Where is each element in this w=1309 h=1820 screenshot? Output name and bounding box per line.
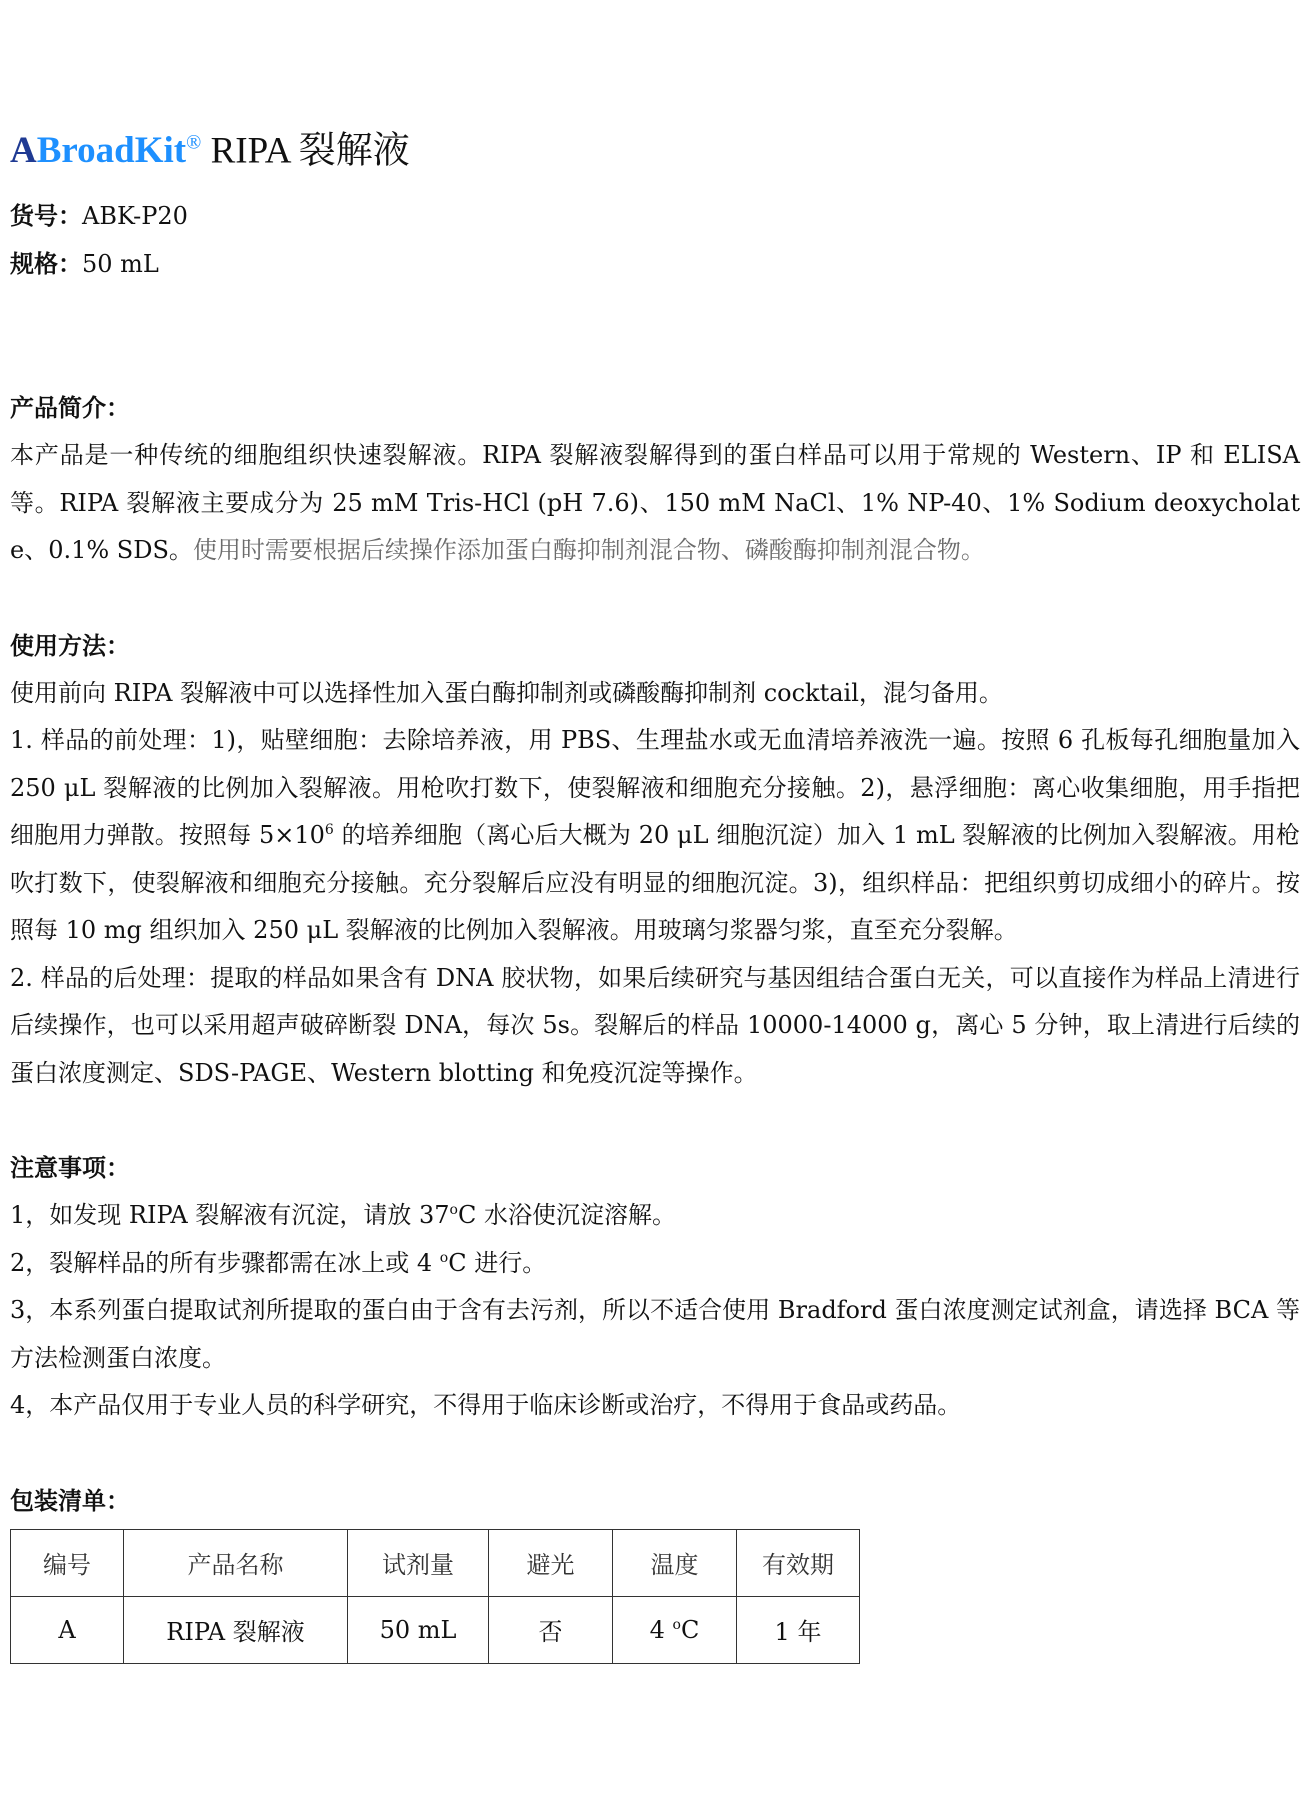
packing-section (10, 1477, 1300, 1664)
intro-paragraph: 本产品是一种传统的细胞组织快速裂解液。RIPA 裂解液裂解得到的蛋白样品可以用于常规的 Western、IP 和 ELISA 等。RIPA 裂解液主要成分为 25 mM Tris-HCl (pH 7.6)、150 mM NaCl、1% NP-40、1% Sodium deoxycholate、0.1% SDS。使用时需要根据后续操作添加蛋白酶抑制剂混合物、磷酸酶抑制剂混合物。 (10, 441, 1300, 565)
usage-section (10, 622, 1300, 1098)
cell-validity: 1 年 (737, 1596, 860, 1663)
table-header-row (11, 1529, 860, 1596)
document-title (10, 118, 1300, 176)
spec-line: 规格：50 mL (10, 250, 159, 279)
packing-table (10, 1529, 860, 1664)
product-name: RIPA 裂解液 (201, 130, 410, 172)
catalog-line: 货号：ABK-P20 (10, 202, 188, 231)
usage-step-1: 1. 样品的前处理：1)，贴壁细胞：去除培养液，用 PBS、生理盐水或无血清培养液洗一遍。按照 6 孔板每孔细胞量加入 250 μL 裂解液的比例加入裂解液。用枪吹打数下，使裂解液和细胞充分接触。2)，悬浮细胞：离心收集细胞，用手指把细胞用力弹散。按照每 $5\times 10^6$ 的培养细胞（离心后大概为 20 μL 细胞沉淀）加入 1 mL 裂解液的比例加入裂解液。用枪吹打数下，使裂解液和细胞充分接触。充分裂解后应没有明显的细胞沉淀。3)，组织样品：把组织剪切成细小的碎片。按照每 10 mg 组织加入 250 μL 裂解液的比例加入裂解液。用玻璃匀浆器匀浆，直至充分裂解。 (10, 726, 1300, 945)
cell-amount: 50 mL (348, 1596, 489, 1663)
table-header-cell: 温度 (613, 1529, 737, 1596)
note-2: 2，裂解样品的所有步骤都需在冰上或 4 $^o$C 进行。 (10, 1248, 547, 1277)
table-header-cell: 编号 (11, 1529, 124, 1596)
cell-id: A (11, 1596, 124, 1663)
table-header-cell: 有效期 (737, 1529, 860, 1596)
note-4: 4，本产品仅用于专业人员的科学研究，不得用于临床诊断或治疗，不得用于食品或药品。 (10, 1391, 962, 1420)
table-header-cell: 产品名称 (124, 1529, 348, 1596)
usage-heading: 使用方法： (10, 631, 130, 660)
usage-step-2: 2. 样品的后处理：提取的样品如果含有 DNA 胶状物，如果后续研究与基因组结合蛋白无关，可以直接作为样品上清进行后续操作，也可以采用超声破碎断裂 DNA，每次 5s。裂解后的样品 10000-14000 g，离心 5 分钟，取上清进行后续的蛋白浓度测定、SDS-PAGE、Western blotting 和免疫沉淀等操作。 (10, 963, 1300, 1087)
cell-temp: 4 $^o$C (613, 1596, 737, 1663)
document-page (10, 118, 1300, 1664)
note-3: 3，本系列蛋白提取试剂所提取的蛋白由于含有去污剂，所以不适合使用 Bradford 蛋白浓度测定试剂盒，请选择 BCA 等方法检测蛋白浓度。 (10, 1296, 1300, 1372)
brand-logo: ABroadKit® (10, 130, 202, 172)
catalog-number: ABK-P20 (82, 202, 188, 231)
usage-intro-line: 使用前向 RIPA 裂解液中可以选择性加入蛋白酶抑制剂或磷酸酶抑制剂 cocktail，混匀备用。 (10, 678, 1003, 707)
table-header-cell: 避光 (489, 1529, 613, 1596)
cell-light: 否 (489, 1596, 613, 1663)
table-header-cell: 试剂量 (348, 1529, 489, 1596)
note-1: 1，如发现 RIPA 裂解液有沉淀，请放 37$^o$C 水浴使沉淀溶解。 (10, 1201, 676, 1230)
intro-section (10, 384, 1300, 575)
intro-heading: 产品简介： (10, 394, 130, 423)
table-row (11, 1596, 860, 1663)
notes-heading: 注意事项： (10, 1154, 130, 1183)
cell-name: RIPA 裂解液 (124, 1596, 348, 1663)
packing-heading: 包装清单： (10, 1486, 130, 1515)
spec-value: 50 mL (82, 250, 159, 279)
notes-section (10, 1144, 1300, 1430)
